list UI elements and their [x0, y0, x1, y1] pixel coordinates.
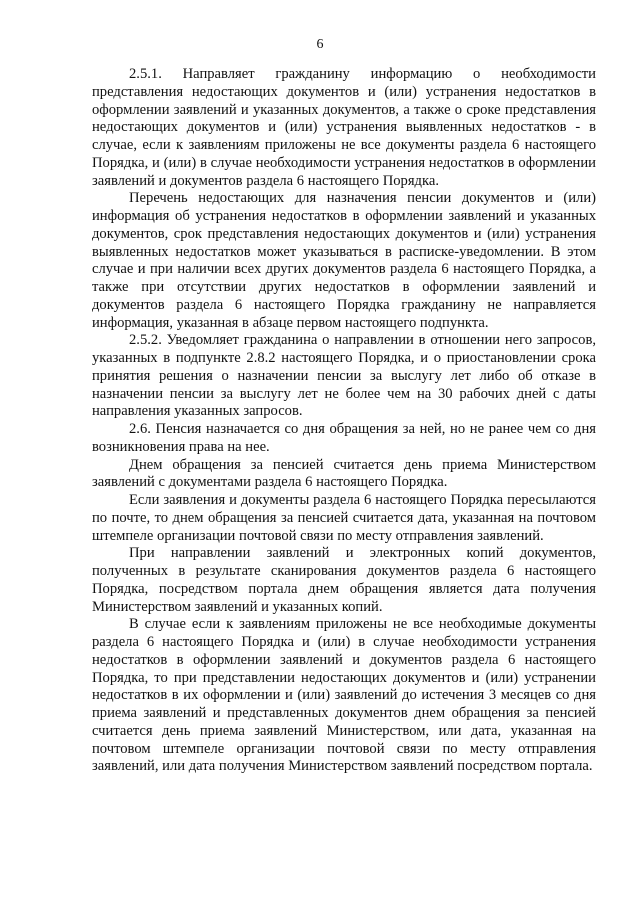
paragraph-missing-documents-list: Перечень недостающих для назначения пенсии документов и (или) информация об устранения недостатков в оформлении заявлений и указанных документов, срок представления недостающих документов и (или) устранения выявленных недостатков может указываться в расписке-уведомлении. В этом случае и при наличии всех других документов раздела 6 настоящего Порядка, а также при отсутствии других недостатков в оформлении заявлений и документов раздела 6 настоящего Порядка гражданину не направляется информация, указанная в абзаце первом настоящего подпункта.	[92, 190, 596, 331]
paragraph-application-day: Днем обращения за пенсией считается день приема Министерством заявлений с документами раздела 6 настоящего Порядка.	[92, 456, 596, 491]
document-body	[92, 66, 596, 776]
page-number: 6	[316, 37, 324, 52]
paragraph-postal-submission: Если заявления и документы раздела 6 настоящего Порядка пересылаются по почте, то днем обращения за пенсией считается дата, указанная на почтовом штемпеле организации почтовой связи по месту отправления заявлений.	[92, 492, 596, 544]
paragraph-incomplete-documents: В случае если к заявлениям приложены не все необходимые документы раздела 6 настоящего Порядка и (или) в случае необходимости устранения недостатков в оформлении заявлений и документов раздела 6 настоящего Порядка, то при представлении недостающих документов и (или) устранении недостатков в их оформлении и (или) заявлений до истечения 3 месяцев со дня приема заявлений и представленных документов днем обращения за пенсией считается день приема заявлений Министерством, или дата, указанная на почтовом штемпеле организации почтовой связи по месту отправления заявлений, или дата получения Министерством заявлений посредством портала.	[92, 616, 596, 775]
paragraph-2-5-2: 2.5.2. Уведомляет гражданина о направлении в отношении него запросов, указанных в подпункте 2.8.2 настоящего Порядка, и о приостановлении срока принятия решения о назначении пенсии за выслугу лет либо об отказе в назначении пенсии за выслугу лет не более чем на 30 рабочих дней с даты направления указанных запросов.	[92, 332, 596, 420]
paragraph-portal-submission: При направлении заявлений и электронных копий документов, полученных в результате сканирования документов раздела 6 настоящего Порядка, посредством портала днем обращения является дата получения Министерством заявлений и указанных копий.	[92, 545, 596, 615]
paragraph-2-6: 2.6. Пенсия назначается со дня обращения за ней, но не ранее чем со дня возникновения права на нее.	[92, 421, 596, 455]
paragraph-2-5-1: 2.5.1. Направляет гражданину информацию о необходимости представления недостающих документов и (или) устранения недостатков в оформлении заявлений и указанных документов, а также о сроке представления недостающих документов и (или) устранения выявленных недостатков - в случае, если к заявлениям приложены не все документы раздела 6 настоящего Порядка, и (или) в случае необходимости устранения недостатков в оформлении заявлений и документов раздела 6 настоящего Порядка.	[92, 66, 596, 189]
